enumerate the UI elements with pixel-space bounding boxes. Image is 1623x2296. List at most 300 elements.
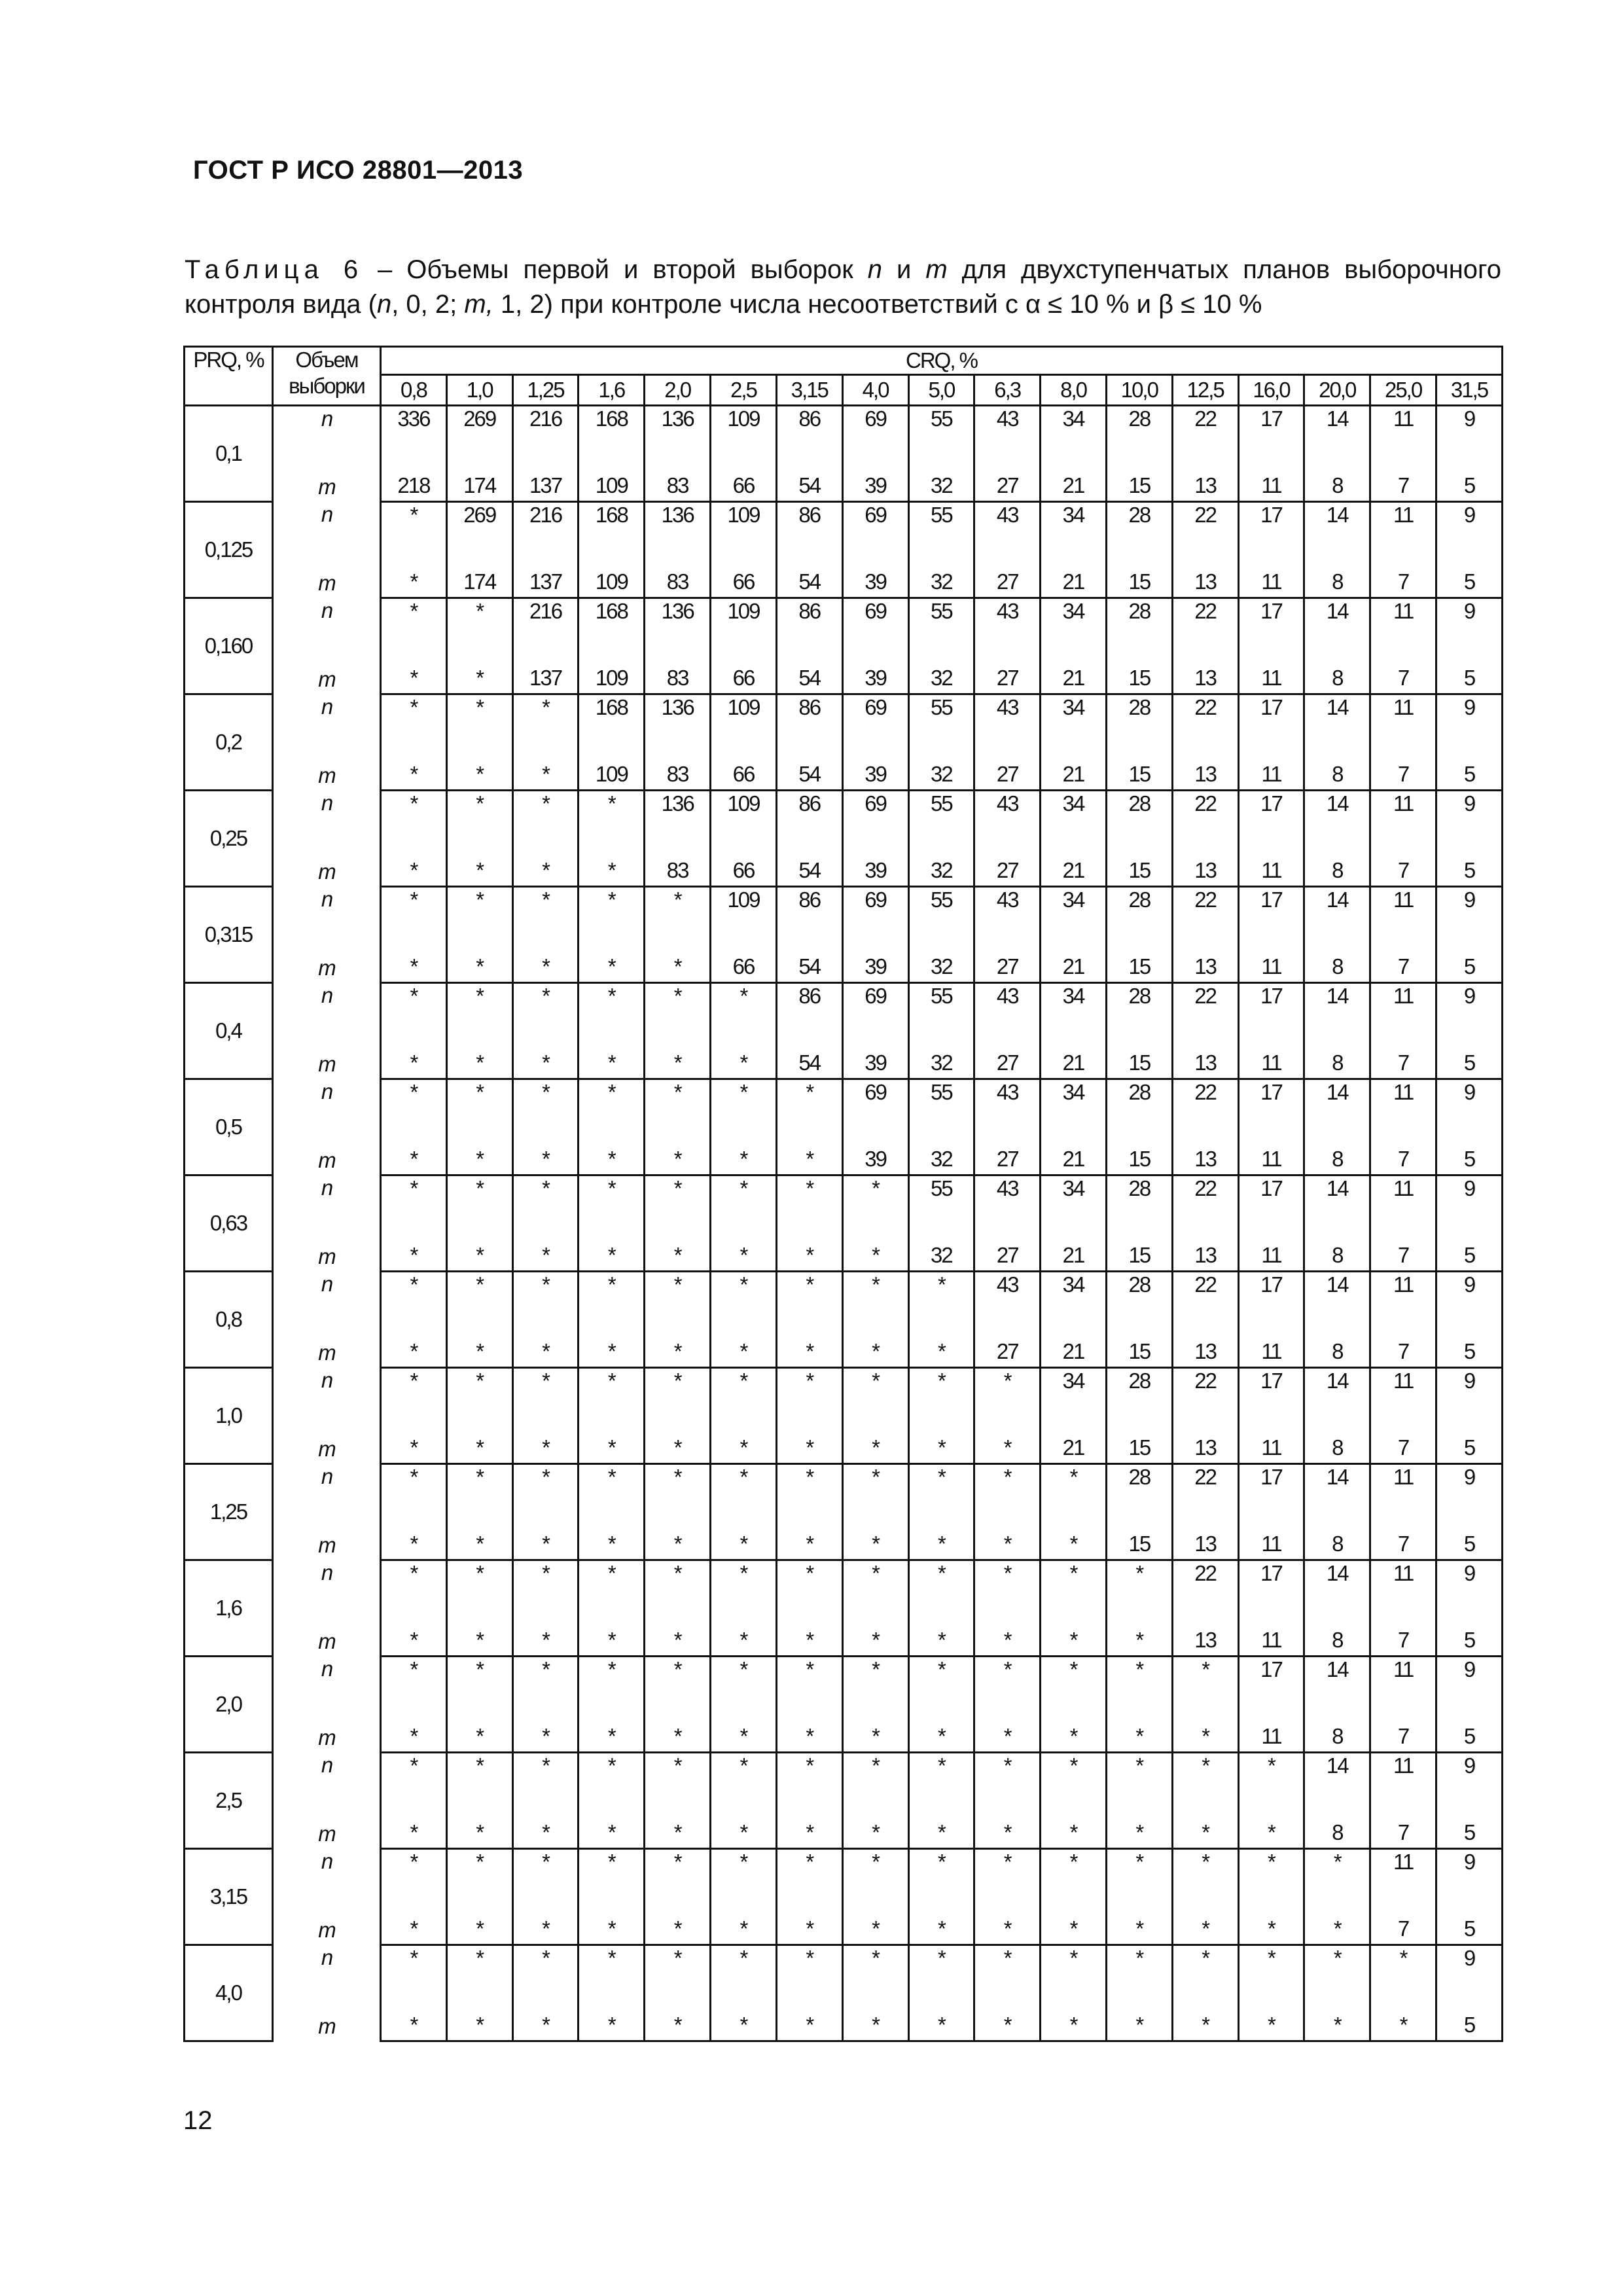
- table-row-n: [185, 598, 1503, 647]
- m-value-cell: 11: [1238, 1704, 1304, 1753]
- n-value-cell: 22: [1172, 1175, 1238, 1224]
- m-value-cell: *: [1172, 1801, 1238, 1849]
- n-value-cell: 34: [1041, 1079, 1107, 1128]
- n-value-cell: 168: [579, 406, 645, 454]
- n-value-cell: *: [1106, 1657, 1172, 1705]
- m-value-cell: 13: [1172, 935, 1238, 983]
- m-value-cell: *: [579, 1031, 645, 1079]
- table-row-m: [185, 1704, 1503, 1753]
- m-value-cell: 8: [1304, 1223, 1370, 1272]
- n-value-cell: 17: [1238, 406, 1304, 454]
- m-value-cell: *: [579, 1416, 645, 1464]
- n-value-cell: 14: [1304, 1175, 1370, 1224]
- m-value-cell: *: [1106, 1897, 1172, 1945]
- n-value-cell: *: [446, 791, 512, 839]
- n-value-cell: 55: [908, 502, 974, 550]
- crq-value-header: 2,5: [711, 375, 777, 406]
- sample-symbol-n: n: [273, 1753, 381, 1801]
- n-value-cell: *: [842, 1753, 908, 1801]
- m-value-cell: 32: [908, 838, 974, 887]
- n-value-cell: *: [645, 1657, 711, 1705]
- n-value-cell: *: [711, 1945, 777, 1994]
- m-value-cell: 5: [1436, 1801, 1503, 1849]
- n-value-cell: *: [381, 887, 447, 935]
- n-value-cell: 22: [1172, 1464, 1238, 1513]
- n-value-cell: 22: [1172, 502, 1238, 550]
- m-value-cell: 5: [1436, 742, 1503, 791]
- m-value-cell: 15: [1106, 550, 1172, 598]
- table-row-n: [185, 791, 1503, 839]
- m-value-cell: *: [381, 1704, 447, 1753]
- m-value-cell: 109: [579, 454, 645, 502]
- n-value-cell: 69: [842, 983, 908, 1031]
- n-value-cell: 11: [1370, 887, 1436, 935]
- m-value-cell: *: [446, 1704, 512, 1753]
- n-value-cell: 34: [1041, 502, 1107, 550]
- n-value-cell: 11: [1370, 694, 1436, 743]
- caption-m2: m,: [464, 290, 493, 319]
- n-value-cell: *: [974, 1753, 1041, 1801]
- prq-value: 0,5: [185, 1079, 273, 1175]
- n-value-cell: 14: [1304, 983, 1370, 1031]
- n-value-cell: *: [381, 1368, 447, 1416]
- m-value-cell: 13: [1172, 454, 1238, 502]
- n-value-cell: 9: [1436, 1079, 1503, 1128]
- n-value-cell: 22: [1172, 1368, 1238, 1416]
- m-value-cell: *: [645, 1416, 711, 1464]
- n-value-cell: 14: [1304, 1753, 1370, 1801]
- n-value-cell: 9: [1436, 1464, 1503, 1513]
- m-value-cell: 7: [1370, 935, 1436, 983]
- n-value-cell: *: [579, 1368, 645, 1416]
- n-value-cell: 55: [908, 983, 974, 1031]
- n-value-cell: *: [842, 1945, 908, 1994]
- sample-symbol-n: n: [273, 1657, 381, 1705]
- table-row-n: [185, 1753, 1503, 1801]
- m-value-cell: 109: [579, 646, 645, 694]
- n-value-cell: 69: [842, 598, 908, 647]
- table-row-n: [185, 1079, 1503, 1128]
- crq-value-header: 1,6: [579, 375, 645, 406]
- n-value-cell: 34: [1041, 1272, 1107, 1320]
- m-value-cell: 13: [1172, 1031, 1238, 1079]
- m-value-cell: 21: [1041, 935, 1107, 983]
- m-value-cell: 83: [645, 742, 711, 791]
- crq-value-header: 1,25: [512, 375, 579, 406]
- m-value-cell: 11: [1238, 1416, 1304, 1464]
- crq-value-header: 5,0: [908, 375, 974, 406]
- n-value-cell: 43: [974, 887, 1041, 935]
- m-value-cell: 13: [1172, 1416, 1238, 1464]
- n-value-cell: 9: [1436, 406, 1503, 454]
- table-row-n: [185, 694, 1503, 743]
- m-value-cell: *: [776, 1897, 842, 1945]
- n-value-cell: *: [381, 598, 447, 647]
- m-value-cell: *: [711, 1512, 777, 1560]
- n-value-cell: 9: [1436, 791, 1503, 839]
- m-value-cell: 39: [842, 646, 908, 694]
- n-value-cell: 86: [776, 887, 842, 935]
- table-row-m: [185, 1416, 1503, 1464]
- m-value-cell: *: [776, 1608, 842, 1657]
- n-value-cell: *: [512, 1753, 579, 1801]
- m-value-cell: 5: [1436, 1127, 1503, 1175]
- table-row-n: [185, 1272, 1503, 1320]
- m-value-cell: 109: [579, 742, 645, 791]
- m-value-cell: 15: [1106, 1319, 1172, 1368]
- caption-n2: n: [376, 290, 392, 319]
- n-value-cell: 34: [1041, 1368, 1107, 1416]
- n-value-cell: 11: [1370, 1657, 1436, 1705]
- n-value-cell: *: [446, 1753, 512, 1801]
- prq-value: 2,0: [185, 1657, 273, 1753]
- m-value-cell: 66: [711, 646, 777, 694]
- m-value-cell: *: [974, 1993, 1041, 2041]
- n-value-cell: *: [512, 1272, 579, 1320]
- sample-header-line-2: выборки: [289, 373, 365, 398]
- crq-value-header: 12,5: [1172, 375, 1238, 406]
- n-value-cell: *: [645, 983, 711, 1031]
- n-value-cell: 28: [1106, 1079, 1172, 1128]
- n-value-cell: 28: [1106, 406, 1172, 454]
- m-value-cell: 5: [1436, 838, 1503, 887]
- sample-symbol-m: m: [273, 1223, 381, 1272]
- n-value-cell: 109: [711, 406, 777, 454]
- m-value-cell: 39: [842, 454, 908, 502]
- m-value-cell: 7: [1370, 1319, 1436, 1368]
- n-value-cell: 9: [1436, 694, 1503, 743]
- m-value-cell: 13: [1172, 742, 1238, 791]
- m-value-cell: 218: [381, 454, 447, 502]
- n-value-cell: 22: [1172, 791, 1238, 839]
- n-value-cell: 69: [842, 791, 908, 839]
- m-value-cell: 66: [711, 935, 777, 983]
- table-row-m: [185, 1993, 1503, 2041]
- m-value-cell: *: [1370, 1993, 1436, 2041]
- m-value-cell: *: [512, 1704, 579, 1753]
- m-value-cell: 32: [908, 1127, 974, 1175]
- n-value-cell: *: [842, 1368, 908, 1416]
- table-row-m: [185, 935, 1503, 983]
- m-value-cell: 5: [1436, 646, 1503, 694]
- m-value-cell: *: [446, 1897, 512, 1945]
- n-value-cell: 22: [1172, 1560, 1238, 1609]
- m-value-cell: 7: [1370, 1416, 1436, 1464]
- n-value-cell: 69: [842, 406, 908, 454]
- n-value-cell: 269: [446, 502, 512, 550]
- n-value-cell: 14: [1304, 887, 1370, 935]
- n-value-cell: *: [1304, 1945, 1370, 1994]
- crq-value-header: 25,0: [1370, 375, 1436, 406]
- sample-symbol-m: m: [273, 935, 381, 983]
- n-value-cell: *: [446, 1175, 512, 1224]
- m-value-cell: *: [908, 1993, 974, 2041]
- n-value-cell: *: [842, 1464, 908, 1513]
- crq-value-header: 0,8: [381, 375, 447, 406]
- m-value-cell: 83: [645, 550, 711, 598]
- m-value-cell: 13: [1172, 838, 1238, 887]
- m-value-cell: *: [645, 1608, 711, 1657]
- m-value-cell: 7: [1370, 838, 1436, 887]
- m-value-cell: 13: [1172, 646, 1238, 694]
- n-value-cell: 11: [1370, 791, 1436, 839]
- n-value-cell: *: [1172, 1657, 1238, 1705]
- m-value-cell: *: [1304, 1897, 1370, 1945]
- m-value-cell: 21: [1041, 550, 1107, 598]
- n-value-cell: *: [908, 1560, 974, 1609]
- n-value-cell: *: [512, 1368, 579, 1416]
- n-value-cell: 17: [1238, 887, 1304, 935]
- m-value-cell: 54: [776, 454, 842, 502]
- m-value-cell: *: [1172, 1704, 1238, 1753]
- n-value-cell: 69: [842, 1079, 908, 1128]
- m-value-cell: 7: [1370, 454, 1436, 502]
- m-value-cell: *: [1238, 1993, 1304, 2041]
- m-value-cell: 15: [1106, 1416, 1172, 1464]
- m-value-cell: *: [908, 1608, 974, 1657]
- m-value-cell: 11: [1238, 646, 1304, 694]
- n-value-cell: 9: [1436, 1560, 1503, 1609]
- caption-text-2: для двухступенчатых планов выборочного контроля вида (: [185, 255, 1501, 319]
- m-value-cell: 83: [645, 646, 711, 694]
- n-value-cell: *: [645, 1079, 711, 1128]
- m-value-cell: *: [842, 1223, 908, 1272]
- n-value-cell: 11: [1370, 1079, 1436, 1128]
- table-row-m: [185, 1801, 1503, 1849]
- n-value-cell: *: [974, 1657, 1041, 1705]
- m-value-cell: 8: [1304, 742, 1370, 791]
- prq-value: 1,0: [185, 1368, 273, 1464]
- prq-value: 0,1: [185, 406, 273, 502]
- n-value-cell: *: [974, 1945, 1041, 1994]
- n-value-cell: 9: [1436, 983, 1503, 1031]
- m-value-cell: *: [842, 1801, 908, 1849]
- m-value-cell: 39: [842, 935, 908, 983]
- m-value-cell: *: [645, 1512, 711, 1560]
- caption-and: и: [882, 255, 926, 284]
- n-value-cell: *: [776, 1272, 842, 1320]
- table-header-row-1: [185, 347, 1503, 375]
- m-value-cell: *: [776, 1993, 842, 2041]
- n-value-cell: 17: [1238, 1272, 1304, 1320]
- n-value-cell: 22: [1172, 406, 1238, 454]
- n-value-cell: *: [645, 887, 711, 935]
- sample-symbol-n: n: [273, 1560, 381, 1609]
- n-value-cell: 11: [1370, 1175, 1436, 1224]
- m-value-cell: *: [446, 1319, 512, 1368]
- m-value-cell: *: [446, 1223, 512, 1272]
- n-value-cell: *: [645, 1368, 711, 1416]
- n-value-cell: 43: [974, 598, 1041, 647]
- prq-value: 3,15: [185, 1849, 273, 1945]
- n-value-cell: 136: [645, 694, 711, 743]
- n-value-cell: *: [579, 791, 645, 839]
- m-value-cell: *: [842, 1993, 908, 2041]
- n-value-cell: 14: [1304, 694, 1370, 743]
- n-value-cell: *: [512, 1945, 579, 1994]
- m-value-cell: *: [446, 1993, 512, 2041]
- m-value-cell: *: [908, 1319, 974, 1368]
- prq-header: PRQ, %: [193, 348, 264, 372]
- n-value-cell: *: [711, 1753, 777, 1801]
- n-value-cell: 34: [1041, 983, 1107, 1031]
- n-value-cell: 86: [776, 502, 842, 550]
- table-row-m: [185, 1512, 1503, 1560]
- m-value-cell: 11: [1238, 838, 1304, 887]
- n-value-cell: *: [1238, 1849, 1304, 1897]
- sample-symbol-n: n: [273, 983, 381, 1031]
- n-value-cell: *: [381, 983, 447, 1031]
- crq-value-header: 4,0: [842, 375, 908, 406]
- n-value-cell: *: [381, 1079, 447, 1128]
- n-value-cell: 55: [908, 791, 974, 839]
- m-value-cell: 11: [1238, 935, 1304, 983]
- m-value-cell: *: [446, 1031, 512, 1079]
- n-value-cell: *: [579, 1849, 645, 1897]
- sample-symbol-n: n: [273, 694, 381, 743]
- m-value-cell: 32: [908, 1223, 974, 1272]
- m-value-cell: *: [381, 1223, 447, 1272]
- n-value-cell: 28: [1106, 791, 1172, 839]
- n-value-cell: 86: [776, 791, 842, 839]
- sample-symbol-n: n: [273, 1945, 381, 1994]
- m-value-cell: 54: [776, 550, 842, 598]
- n-value-cell: *: [776, 1849, 842, 1897]
- n-value-cell: 11: [1370, 1368, 1436, 1416]
- n-value-cell: 86: [776, 406, 842, 454]
- n-value-cell: 17: [1238, 791, 1304, 839]
- n-value-cell: *: [381, 502, 447, 550]
- n-value-cell: 168: [579, 502, 645, 550]
- n-value-cell: 86: [776, 983, 842, 1031]
- table-caption: [185, 253, 1501, 322]
- prq-value: 0,2: [185, 694, 273, 791]
- m-value-cell: *: [512, 1319, 579, 1368]
- n-value-cell: 22: [1172, 983, 1238, 1031]
- n-value-cell: 11: [1370, 406, 1436, 454]
- n-value-cell: *: [1041, 1657, 1107, 1705]
- crq-value-header: 3,15: [776, 375, 842, 406]
- m-value-cell: *: [842, 1897, 908, 1945]
- m-value-cell: 15: [1106, 454, 1172, 502]
- crq-value-header: 16,0: [1238, 375, 1304, 406]
- m-value-cell: 11: [1238, 1608, 1304, 1657]
- m-value-cell: 5: [1436, 1608, 1503, 1657]
- n-value-cell: 109: [711, 694, 777, 743]
- m-value-cell: 27: [974, 454, 1041, 502]
- caption-m: m: [925, 255, 948, 284]
- table-row-n: [185, 1849, 1503, 1897]
- m-value-cell: *: [579, 935, 645, 983]
- m-value-cell: 7: [1370, 1897, 1436, 1945]
- n-value-cell: *: [381, 694, 447, 743]
- n-value-cell: *: [579, 887, 645, 935]
- m-value-cell: 15: [1106, 742, 1172, 791]
- m-value-cell: *: [381, 1993, 447, 2041]
- table-row-m: [185, 454, 1503, 502]
- m-value-cell: *: [711, 1416, 777, 1464]
- m-value-cell: 7: [1370, 550, 1436, 598]
- n-value-cell: 14: [1304, 1079, 1370, 1128]
- m-value-cell: 13: [1172, 1319, 1238, 1368]
- n-value-cell: 14: [1304, 1464, 1370, 1513]
- n-value-cell: *: [1041, 1753, 1107, 1801]
- m-value-cell: *: [645, 1319, 711, 1368]
- m-value-cell: 7: [1370, 1801, 1436, 1849]
- n-value-cell: *: [645, 1175, 711, 1224]
- n-value-cell: *: [645, 1945, 711, 1994]
- crq-header-cell: [381, 347, 1503, 375]
- m-value-cell: *: [446, 935, 512, 983]
- prq-value: 2,5: [185, 1753, 273, 1849]
- n-value-cell: *: [446, 694, 512, 743]
- n-value-cell: *: [579, 983, 645, 1031]
- n-value-cell: 55: [908, 406, 974, 454]
- m-value-cell: 27: [974, 1319, 1041, 1368]
- n-value-cell: *: [512, 1560, 579, 1609]
- n-value-cell: *: [842, 1657, 908, 1705]
- m-value-cell: 21: [1041, 1223, 1107, 1272]
- m-value-cell: 137: [512, 646, 579, 694]
- n-value-cell: *: [776, 1945, 842, 1994]
- n-value-cell: *: [446, 1368, 512, 1416]
- caption-text-1: Объемы первой и второй выборок: [406, 255, 868, 284]
- n-value-cell: *: [381, 1464, 447, 1513]
- m-value-cell: *: [908, 1704, 974, 1753]
- m-value-cell: *: [512, 1608, 579, 1657]
- m-value-cell: 13: [1172, 550, 1238, 598]
- n-value-cell: 34: [1041, 1175, 1107, 1224]
- n-value-cell: *: [446, 1849, 512, 1897]
- table-row-m: [185, 1223, 1503, 1272]
- crq-value-header: 1,0: [446, 375, 512, 406]
- m-value-cell: 11: [1238, 1223, 1304, 1272]
- m-value-cell: 39: [842, 838, 908, 887]
- m-value-cell: 8: [1304, 1704, 1370, 1753]
- m-value-cell: 8: [1304, 1319, 1370, 1368]
- n-value-cell: *: [645, 1753, 711, 1801]
- table-row-n: [185, 1945, 1503, 1994]
- m-value-cell: 27: [974, 1223, 1041, 1272]
- n-value-cell: 11: [1370, 1753, 1436, 1801]
- m-value-cell: *: [776, 1127, 842, 1175]
- m-value-cell: *: [1106, 1801, 1172, 1849]
- n-value-cell: 28: [1106, 1464, 1172, 1513]
- n-value-cell: *: [1106, 1945, 1172, 1994]
- m-value-cell: 8: [1304, 646, 1370, 694]
- m-value-cell: 32: [908, 935, 974, 983]
- n-value-cell: *: [1172, 1849, 1238, 1897]
- m-value-cell: *: [1041, 1608, 1107, 1657]
- m-value-cell: *: [1172, 1993, 1238, 2041]
- table-row-n: [185, 1657, 1503, 1705]
- n-value-cell: *: [512, 791, 579, 839]
- n-value-cell: *: [908, 1272, 974, 1320]
- n-value-cell: 69: [842, 694, 908, 743]
- n-value-cell: 17: [1238, 1079, 1304, 1128]
- m-value-cell: 8: [1304, 1608, 1370, 1657]
- n-value-cell: 14: [1304, 598, 1370, 647]
- n-value-cell: *: [1172, 1945, 1238, 1994]
- n-value-cell: *: [711, 1272, 777, 1320]
- sample-symbol-m: m: [273, 1031, 381, 1079]
- n-value-cell: 43: [974, 1079, 1041, 1128]
- m-value-cell: 39: [842, 1127, 908, 1175]
- m-value-cell: *: [381, 838, 447, 887]
- m-value-cell: 21: [1041, 1031, 1107, 1079]
- n-value-cell: *: [842, 1849, 908, 1897]
- m-value-cell: *: [974, 1704, 1041, 1753]
